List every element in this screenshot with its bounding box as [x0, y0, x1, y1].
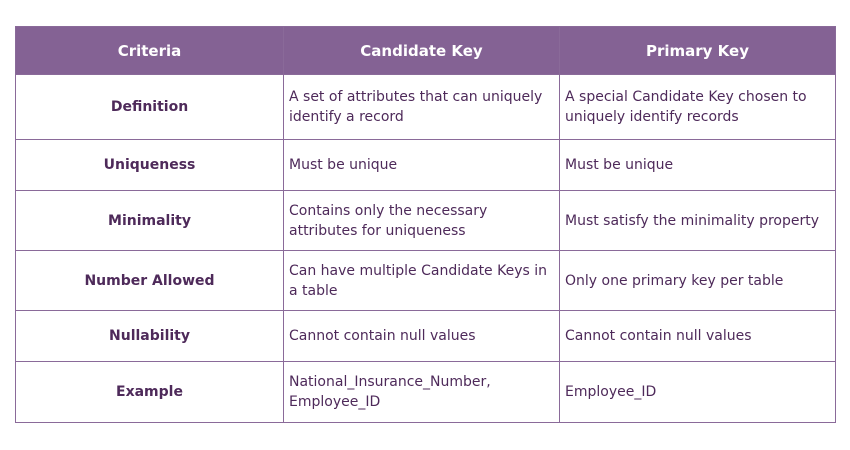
table-row: [16, 140, 836, 191]
table-row: [16, 362, 836, 423]
primary-key-cell: Must be unique: [560, 140, 836, 191]
candidate-key-cell: Contains only the necessary attributes for uniqueness: [284, 191, 560, 251]
criteria-cell: Definition: [16, 75, 284, 140]
primary-key-cell: Only one primary key per table: [560, 251, 836, 311]
candidate-key-cell: A set of attributes that can uniquely identify a record: [284, 75, 560, 140]
criteria-cell: Minimality: [16, 191, 284, 251]
header-row: [16, 27, 836, 75]
primary-key-cell: A special Candidate Key chosen to uniquely identify records: [560, 75, 836, 140]
primary-key-cell: Employee_ID: [560, 362, 836, 423]
table-row: [16, 191, 836, 251]
candidate-key-cell: National_Insurance_Number, Employee_ID: [284, 362, 560, 423]
primary-key-cell: Cannot contain null values: [560, 311, 836, 362]
criteria-cell: Number Allowed: [16, 251, 284, 311]
header-criteria: Criteria: [16, 27, 284, 75]
primary-key-cell: Must satisfy the minimality property: [560, 191, 836, 251]
header-primary-key: Primary Key: [560, 27, 836, 75]
table-row: [16, 251, 836, 311]
table-row: [16, 311, 836, 362]
criteria-cell: Uniqueness: [16, 140, 284, 191]
candidate-key-cell: Cannot contain null values: [284, 311, 560, 362]
candidate-key-cell: Must be unique: [284, 140, 560, 191]
criteria-cell: Nullability: [16, 311, 284, 362]
table-header: [16, 27, 836, 75]
header-candidate-key: Candidate Key: [284, 27, 560, 75]
criteria-cell: Example: [16, 362, 284, 423]
table-body: [16, 75, 836, 423]
comparison-table: [15, 26, 836, 423]
table-row: [16, 75, 836, 140]
candidate-key-cell: Can have multiple Candidate Keys in a table: [284, 251, 560, 311]
